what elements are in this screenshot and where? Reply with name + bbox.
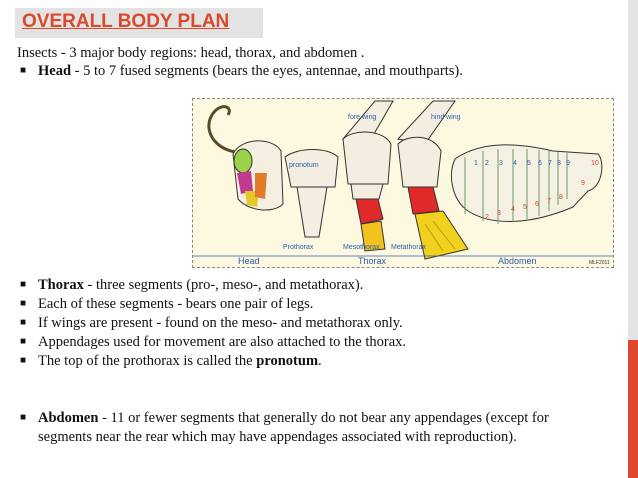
- mesothorax-part: [343, 101, 393, 251]
- segment-number: 5: [527, 160, 531, 167]
- segment-number: 2: [485, 214, 489, 221]
- right-accent-bar-red: [628, 340, 638, 478]
- bullet-pronotum: [38, 352, 322, 370]
- segment-number: 1: [474, 160, 478, 167]
- bullet-abdomen: [38, 409, 549, 427]
- bullet-marker: ■: [20, 355, 27, 366]
- bullet-term: Abdomen: [38, 410, 99, 426]
- head-part: [233, 141, 283, 210]
- bullet-term: Thorax: [38, 277, 84, 293]
- pronotum-term: pronotum: [256, 353, 319, 369]
- diagram-svg: [193, 99, 613, 267]
- bullet-abdomen-continued: segments near the rear which may have appendages associated with reproduction).: [38, 429, 517, 445]
- abdomen-label: Abdomen: [498, 256, 537, 266]
- intro-text: Insects - 3 major body regions: head, thorax, and abdomen .: [17, 45, 365, 61]
- bullet-head: [38, 62, 463, 80]
- bullet-end: .: [318, 353, 322, 369]
- segment-number: 9: [566, 160, 570, 167]
- bullet-marker: ■: [20, 298, 27, 309]
- prothorax-label: Prothorax: [283, 244, 314, 251]
- segment-number: 7: [547, 198, 551, 205]
- segment-number: 4: [513, 160, 517, 167]
- slide-title: OVERALL BODY PLAN: [22, 11, 230, 32]
- bullet-text: - 5 to 7 fused segments (bears the eyes, antennae, and mouthparts).: [71, 63, 463, 79]
- bullet-marker: ■: [20, 65, 27, 76]
- segment-number: 2: [485, 160, 489, 167]
- segment-number: 3: [499, 160, 503, 167]
- segment-number: 8: [557, 160, 561, 167]
- metathorax-label: Metathorax: [391, 244, 427, 251]
- segment-number: 5: [523, 204, 527, 211]
- segment-number: 7: [548, 160, 552, 167]
- segment-number: 6: [538, 160, 542, 167]
- segment-number: 6: [535, 201, 539, 208]
- bullet-marker: ■: [20, 279, 27, 290]
- credit-label: MLF2011: [589, 260, 610, 266]
- bullet-text: - three segments (pro-, meso-, and metathorax).: [83, 277, 364, 293]
- bullet-legs: Each of these segments - bears one pair of legs.: [38, 296, 314, 312]
- segment-number: 4: [511, 206, 515, 213]
- segment-number: 9: [581, 180, 585, 187]
- head-label: Head: [238, 256, 260, 266]
- bullet-marker: ■: [20, 412, 27, 423]
- bullet-text: The top of the prothorax is called the: [38, 353, 257, 369]
- bullet-thorax: [38, 276, 363, 294]
- bullet-text: - 11 or fewer segments that generally do not bear any appendages (except for: [98, 410, 549, 426]
- mesothorax-label: Mesothorax: [343, 244, 380, 251]
- pronotum-label: pronotum: [289, 162, 319, 169]
- abdomen-part: [451, 145, 601, 224]
- hind-wing-label: hind wing: [431, 114, 461, 121]
- bullet-marker: ■: [20, 317, 27, 328]
- thorax-label: Thorax: [358, 256, 387, 266]
- bullet-marker: ■: [20, 336, 27, 347]
- segment-number: 8: [559, 194, 563, 201]
- bullet-term: Head: [38, 63, 72, 79]
- bullet-appendages: Appendages used for movement are also attached to the thorax.: [38, 334, 407, 350]
- segment-number: 10: [591, 160, 599, 167]
- insect-body-diagram: [192, 98, 614, 268]
- segment-number: 3: [497, 210, 501, 217]
- fore-wing-label: fore wing: [348, 114, 377, 121]
- bullet-wings: If wings are present - found on the meso- and metathorax only.: [38, 315, 403, 331]
